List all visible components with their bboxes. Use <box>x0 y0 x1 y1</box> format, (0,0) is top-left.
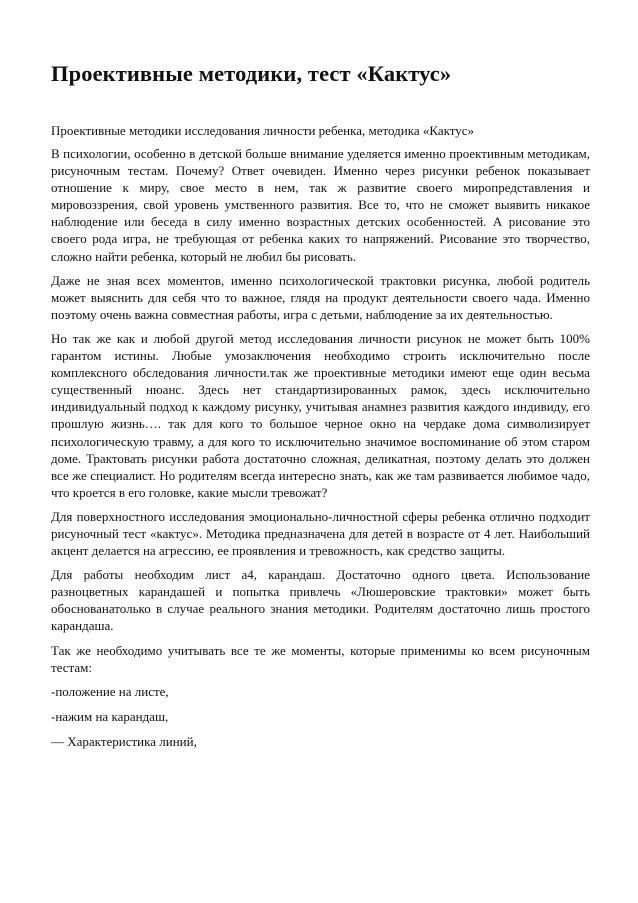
paragraph-considerations: Так же необходимо учитывать все те же моменты, которые применимы ко всем рисуночным тестам: <box>51 642 590 675</box>
paragraph-parents: Даже не зная всех моментов, именно психологической трактовки рисунка, любой родитель может выяснить для себя что то важное, глядя на продукт деятельности своего чада. Именно поэтому очень важна совместная работы, игра с детьми, наблюдение за их деятельностью. <box>51 272 590 322</box>
paragraph-cactus-test: Для поверхностного исследования эмоционально-личностной сферы ребенка отлично подходит рисуночный тест «кактус». Методика предназначена для детей в возрасте от 4 лет. Наибольший акцент делается на агрессию, ее проявления и тревожность, как средство защиты. <box>51 508 590 559</box>
list-item: — Характеристика линий, <box>51 733 197 749</box>
paragraph-materials: Для работы необходим лист а4, карандаш. Достаточно одного цвета. Использование разноцветных карандашей и попытка привлечь «Люшеровские трактовки» может быть обоснованатолько в случае реального знания методики. Родителям достаточно лишь простого карандаша. <box>51 567 590 634</box>
document-title: Проективные методики, тест «Кактус» <box>51 61 452 86</box>
document-subtitle: Проективные методики исследования личности ребенка, методика «Кактус» <box>51 123 475 138</box>
paragraph-limitations: Но так же как и любой другой метод исследования личности рисунок не может быть 100% гарантом истины. Любые умозаключения необходимо строить исключительно после комплексного обследования личности.так же проективные методики имеют еще один весьма существенный нюанс. Здесь нет стандартизированных рамок, здесь исключительно индивидуальный подход к каждому рисунку, учитывая анамнез развития каждого индивиду, его прошлую жизнь…. так для кого то большое черное окно на чердаке дома символизирует психологическую травму, а для кого то исключительно значимое воспоминание об этом старом доме. Трактовать рисунки работа достаточно сложная, деликатная, поэтому делать это должен все же специалист. Но родителям всегда интересно знать, как же там развивается любимое чадо, что кроется в его головке, какие мысли тревожат? <box>51 330 590 500</box>
paragraph-intro: В психологии, особенно в детской больше внимание уделяется именно проективным методикам, рисуночным тестам. Почему? Ответ очевиден. Именно через рисунки ребенок показывает отношение к миру, свое место в нем, так ж развитие своего миропредставления и мировоззрения, свой уровень умственного развития. Все то, что не сможет выявить никакое наблюдение или беседа в силу именно возрастных детских особенностей. А рисование это своего рода игра, не требующая от ребенка каких то напряжений. Рисование это творчество, сложно найти ребенка, который не любил бы рисовать. <box>51 146 590 264</box>
list-item: -положение на листе, <box>51 683 169 699</box>
list-item: -нажим на карандаш, <box>51 708 169 724</box>
